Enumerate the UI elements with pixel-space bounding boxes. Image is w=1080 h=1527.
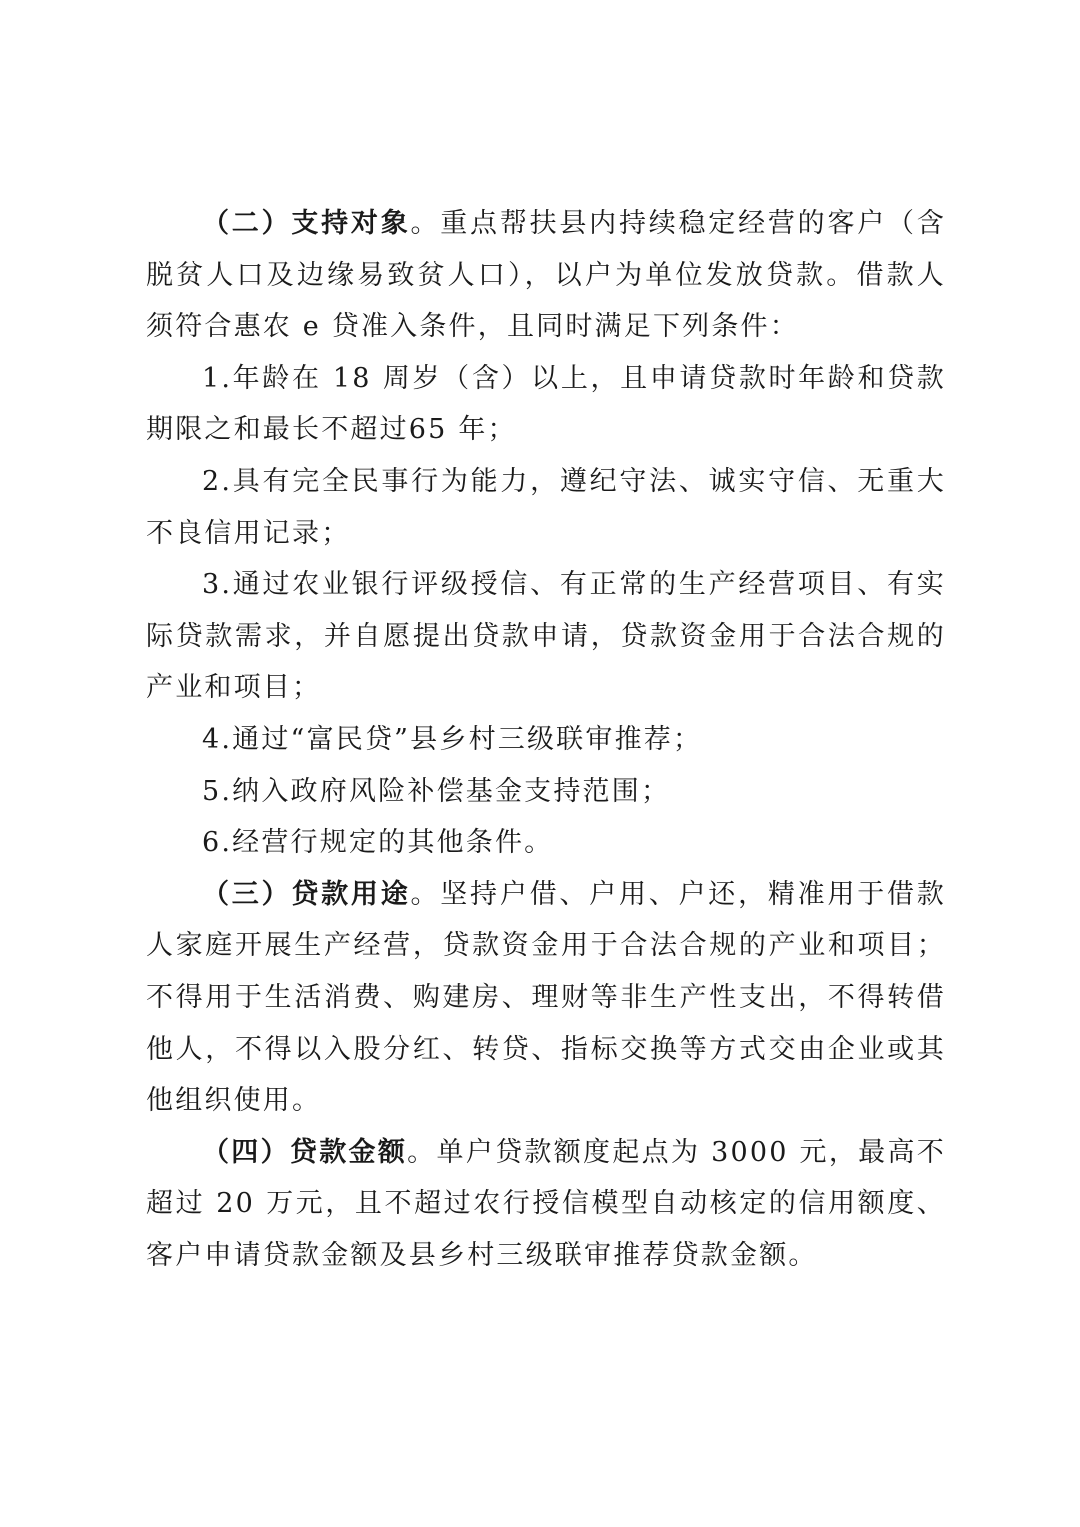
condition-item-2: 2.具有完全民事行为能力，遵纪守法、诚实守信、无重大不良信用记录； (146, 465, 946, 549)
condition-item-5: 5.纳入政府风险补偿基金支持范围； (202, 775, 671, 807)
loan-amount-heading: （四）贷款金额 (202, 1136, 408, 1168)
loan-usage-paragraph (146, 869, 946, 1127)
document-body (146, 198, 946, 1281)
loan-usage-text: 。坚持户借、户用、户还，精准用于借款人家庭开展生产经营，贷款资金用于合法合规的产业和项目；不得用于生活消费、购建房、理财等非生产性支出，不得转借他人，不得以入股分红、转贷、指标交换等方式交由企业或其他组织使用。 (146, 878, 946, 1117)
condition-item-3: 3.通过农业银行评级授信、有正常的生产经营项目、有实际贷款需求，并自愿提出贷款申请，贷款资金用于合法合规的产业和项目； (146, 569, 946, 704)
loan-amount-paragraph (146, 1127, 946, 1282)
loan-amount-text: 。单户贷款额度起点为 3000 元，最高不超过 20 万元，且不超过农行授信模型自动核定的信用额度、客户申请贷款金额及县乡村三级联审推荐贷款金额。 (146, 1136, 946, 1271)
condition-item-6: 6.经营行规定的其他条件。 (202, 827, 554, 859)
condition-item-4: 4.通过“富民贷”县乡村三级联审推荐； (202, 723, 703, 755)
loan-usage-heading: （三）贷款用途 (202, 878, 411, 910)
condition-item-1: 1.年龄在 18 周岁（含）以上，且申请贷款时年龄和贷款期限之和最长不超过65 年； (146, 362, 946, 446)
support-target-paragraph (146, 198, 946, 353)
support-target-text: 。重点帮扶县内持续稳定经营的客户（含脱贫人口及边缘易致贫人口），以户为单位发放贷款。借款人须符合惠农 e 贷准入条件，且同时满足下列条件： (146, 208, 946, 343)
support-target-heading: （二）支持对象 (202, 208, 411, 239)
